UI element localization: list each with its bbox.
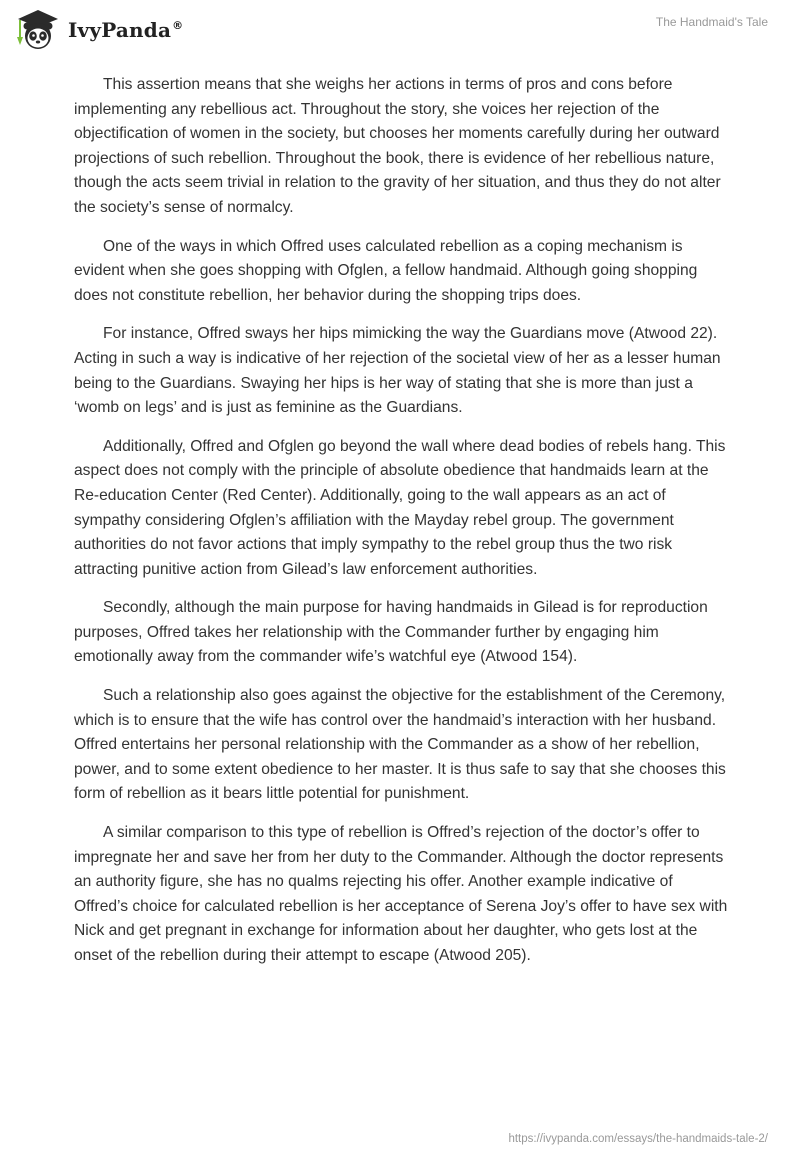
paragraph: One of the ways in which Offred uses calculated rebellion as a coping mechanism is evident when she goes shopping with Ofglen, a fellow handmaid. Although going shopping does not constitute rebellion, her behavior during the shopping trips does. <box>74 237 698 304</box>
paragraph: For instance, Offred sways her hips mimicking the way the Guardians move (Atwood 22). Acting in such a way is indicative of her rejection of the societal view of her as a lesser human being to the Guardians. Swaying her hips is her way of stating that she is more than just a ‘womb on legs’ and is just as feminine as the Guardians. <box>74 325 721 417</box>
document-title: The Handmaid's Tale <box>655 15 768 29</box>
panda-graduate-icon <box>14 7 62 53</box>
ivypanda-logo[interactable] <box>14 6 183 54</box>
paragraph: Such a relationship also goes against the objective for the establishment of the Ceremony, which is to ensure that the wife has control over the handmaid’s interaction with her husband. Offred entertains her personal relationship with the Commander as a show of her rebellion, power, and to some extent obedience to her master. It is thus safe to say that she chooses this form of rebellion as it bears little potential for punishment. <box>74 687 726 803</box>
paragraph: This assertion means that she weighs her actions in terms of pros and cons before implementing any rebellious act. Throughout the story, she voices her rejection of the objectification of women in the society, but chooses her moments carefully during her outward projections of such rebellion. Throughout the book, there is evidence of her rebellious nature, though the acts seem trivial in relation to the gravity of her situation, and thus they do not alter the society’s sense of normalcy. <box>74 76 721 216</box>
registered-mark: ® <box>172 19 184 33</box>
paragraph: Additionally, Offred and Ofglen go beyond the wall where dead bodies of rebels hang. This aspect does not comply with the principle of absolute obedience that handmaids learn at the Re-education Center (Red Center). Additionally, going to the wall appears as an act of sympathy considering Ofglen’s affiliation with the Mayday rebel group. The government authorities do not favor actions that imply sympathy to the rebel group thus the two risk attracting punitive action from Gilead’s law enforcement authorities. <box>74 437 726 578</box>
paragraph: A similar comparison to this type of rebellion is Offred’s rejection of the doctor’s offer to impregnate her and save her from her duty to the Commander. Although the doctor represents an authority figure, she has no qualms rejecting his offer. Another example indicative of Offred’s choice for calculated rebellion is her acceptance of Serena Joy’s offer to have sex with Nick and get pregnant in exchange for information about her daughter, who gets lost at the onset of the rebellion during their attempt to escape (Atwood 205). <box>74 824 728 964</box>
source-url-link[interactable]: https://ivypanda.com/essays/the-handmaids-tale-2/ <box>508 1133 768 1145</box>
page-header <box>0 0 800 60</box>
logo-wordmark: IvyPanda® <box>68 18 184 42</box>
essay-body <box>74 73 730 983</box>
paragraph: Secondly, although the main purpose for having handmaids in Gilead is for reproduction purposes, Offred takes her relationship with the Commander further by engaging him emotionally away from the commander wife’s watchful eye (Atwood 154). <box>74 599 708 666</box>
